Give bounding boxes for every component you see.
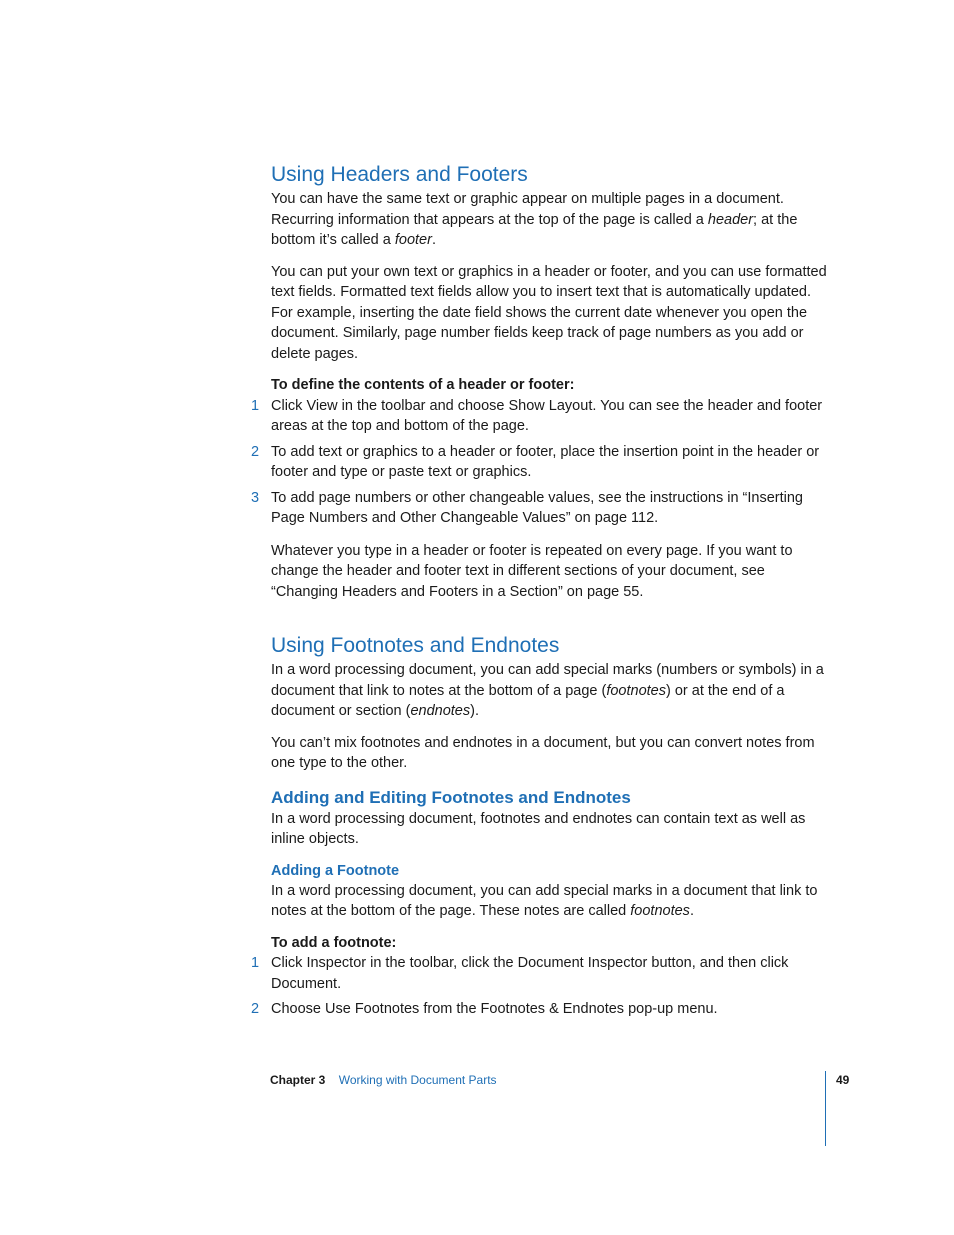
step-text: Click Inspector in the toolbar, click the Document Inspector button, and then click Document. [271, 955, 789, 992]
steps-list [251, 396, 831, 529]
steps-list [251, 953, 831, 1020]
list-item [251, 396, 831, 437]
step-text: To add text or graphics to a header or footer, place the insertion point in the header or footer and type or paste text or graphics. [271, 443, 820, 480]
section-heading-headers-footers: Using Headers and Footers [271, 163, 528, 186]
step-text: To add page numbers or other changeable values, see the instructions in “Inserting Page Numbers and Other Changeable Values” on page 112. [271, 489, 803, 526]
step-number: 1 [251, 955, 260, 971]
page-footer [270, 1071, 497, 1089]
chapter-label: Chapter 3 [270, 1073, 326, 1087]
task-heading: To add a footnote: [271, 934, 397, 951]
list-item [251, 488, 831, 529]
paragraph: You can have the same text or graphic appear on multiple pages in a document. Recurring information that appears at the top of the page is called a header; at the bottom it’s called a footer. [271, 191, 798, 248]
subsubsection-heading: Adding a Footnote [271, 862, 400, 879]
task-heading: To define the contents of a header or footer: [271, 377, 575, 393]
section-heading-footnotes-endnotes: Using Footnotes and Endnotes [271, 634, 560, 657]
chapter-title-link[interactable]: Working with Document Parts [338, 1073, 497, 1087]
subsection-heading: Adding and Editing Footnotes and Endnotes [271, 787, 631, 807]
paragraph: You can’t mix footnotes and endnotes in a document, but you can convert notes from one type to the other. [271, 734, 815, 771]
step-number: 2 [251, 443, 260, 460]
step-number: 1 [251, 397, 260, 414]
paragraph: In a word processing document, footnotes and endnotes can contain text as well as inline objects. [271, 810, 806, 847]
list-item [251, 999, 831, 1020]
list-item [251, 953, 831, 994]
paragraph: Whatever you type in a header or footer is repeated on every page. If you want to change the header and footer text in different sections of your document, see “Changing Headers and Footers in a Section” on page 55. [271, 542, 793, 600]
page-number: 49 [836, 1073, 850, 1087]
list-item [251, 442, 831, 483]
footer-divider [825, 1071, 826, 1146]
page-content [251, 162, 831, 1032]
paragraph: You can put your own text or graphics in a header or footer, and you can use formatted text fields. Formatted text fields allow you to insert text that is automatically updated. For example, inserting the date field shows the current date whenever you open the document. Similarly, page number fields keep track of page numbers as you add or delete pages. [271, 263, 827, 362]
paragraph: In a word processing document, you can add special marks (numbers or symbols) in a document that link to notes at the bottom of a page (footnotes) or at the end of a document or section (endnotes). [271, 662, 824, 719]
paragraph: In a word processing document, you can add special marks in a document that link to notes at the bottom of the page. These notes are called footnotes. [271, 882, 818, 919]
step-text: Click View in the toolbar and choose Show Layout. You can see the header and footer areas at the top and bottom of the page. [271, 397, 823, 434]
step-number: 3 [251, 489, 260, 506]
step-text: Choose Use Footnotes from the Footnotes & Endnotes pop-up menu. [271, 1001, 718, 1017]
step-number: 2 [251, 1001, 260, 1017]
